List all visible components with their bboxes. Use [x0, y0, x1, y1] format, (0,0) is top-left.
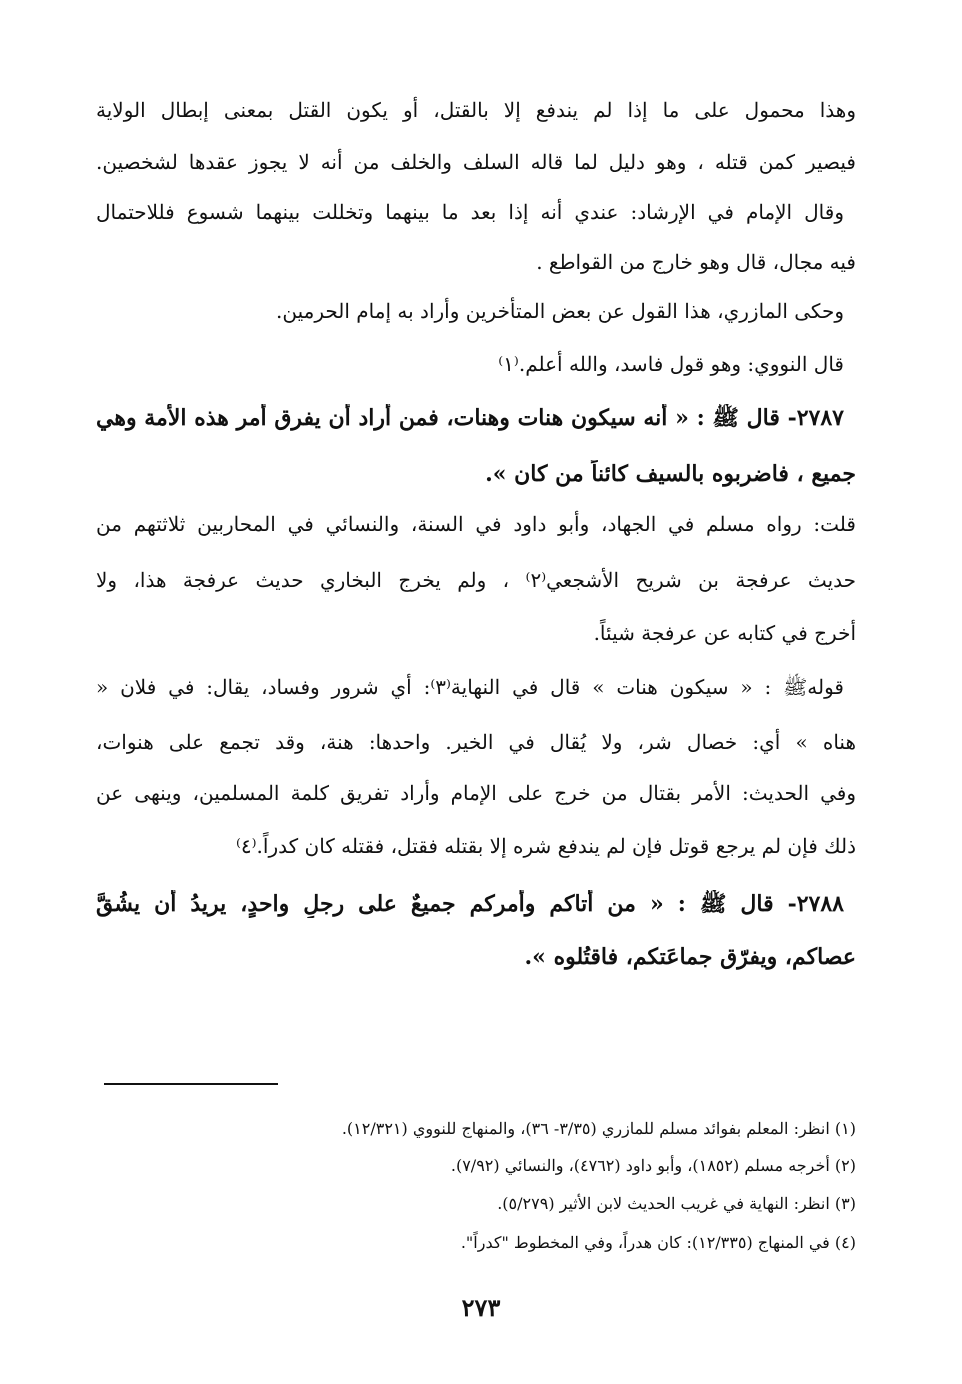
body-line: وحكى المازري، هذا القول عن بعض المتأخرين وأراد به إمام الحرمين. [276, 299, 844, 323]
hadith-2787-line: ٢٧٨٧- قال ﷺ : « أنه سيكون هنات وهنات، فمن أراد أن يفرق أمر هذه الأمة وهي [96, 405, 844, 431]
footnote-2: (٢) أخرجه مسلم (١٨٥٢)، وأبو داود (٤٧٦٢)، والنسائي (٧/٩٢). [450, 1156, 856, 1175]
footnote-divider [104, 1083, 278, 1085]
footnote-1: (١) انظر: المعلم بفوائد مسلم للمازري (٣/٣٥- ٣٦)، والمنهاج للنووي (١٢/٣٢١). [341, 1119, 856, 1138]
footnote-4: (٤) في المنهاج (١٢/٣٣٥): كان هدراً، وفي المخطوط "كدراً". [460, 1233, 856, 1252]
page-number: ٢٧٣ [461, 1293, 501, 1322]
body-line: قولهﷺ : « سيكون هنات » قال في النهاية⁽٣⁾: أي شرور وفساد، يقال: في فلان « [96, 675, 844, 699]
body-line: فيه مجال، قال وهو خارج من القواطع . [536, 250, 856, 274]
hadith-2788-line: ٢٧٨٨- قال ﷺ : « من أتاكم وأمركم جميعٌ على رجلٍ واحدٍ، يريدُ أن يشُقَّ [96, 891, 844, 917]
body-line: هناه » أي: خصال شر، ولا يُقال في الخير. واحدها: هنة، وقد تجمع على هنوات، [96, 730, 856, 754]
body-line: قلت: رواه مسلم في الجهاد، وأبو داود في السنة، والنسائي في المحاربين ثلاثتهم من [96, 512, 856, 536]
body-line: وقال الإمام في الإرشاد: عندي أنه إذا بعد ما بينهما وتخللت بينهما شسوع فللاحتمال [96, 200, 844, 224]
footnote-3: (٣) انظر: النهاية في غريب الحديث لابن الأثير (٥/٢٧٩). [497, 1194, 856, 1213]
body-line: فيصير كمن قتله ، وهو دليل لما قاله السلف والخلف من أنه لا يجوز عقدها لشخصين. [96, 150, 856, 174]
body-line: ذلك فإن لم يرجع قوتل فإن لم يندفع شره إلا بقتله فقتل، فقتله كان كدراً.⁽٤⁾ [235, 834, 856, 858]
body-line: حديث عرفجة بن شريح الأشجعي⁽٢⁾ ، ولم يخرج البخاري حديث عرفجة هذا، ولا [96, 568, 856, 592]
body-line: وهذا محمول على ما إذا لم يندفع إلا بالقتل، أو يكون القتل بمعنى إبطال الولاية [96, 98, 856, 122]
body-line: قال النووي: وهو قول فاسد، والله أعلم.⁽١⁾ [498, 352, 844, 376]
hadith-2787-line: جميع ، فاضربوه بالسيف كائناً من كان ». [485, 461, 856, 487]
body-line: أخرج في كتابه عن عرفجة شيئاً. [593, 621, 856, 645]
body-line: وفي الحديث: الأمر بقتال من خرج على الإمام وأراد تفريق كلمة المسلمين، وينهى عن [96, 781, 856, 805]
hadith-2788-line: عصاكم، ويفرّق جماعَتكم، فاقتُلوه ». [524, 944, 856, 970]
